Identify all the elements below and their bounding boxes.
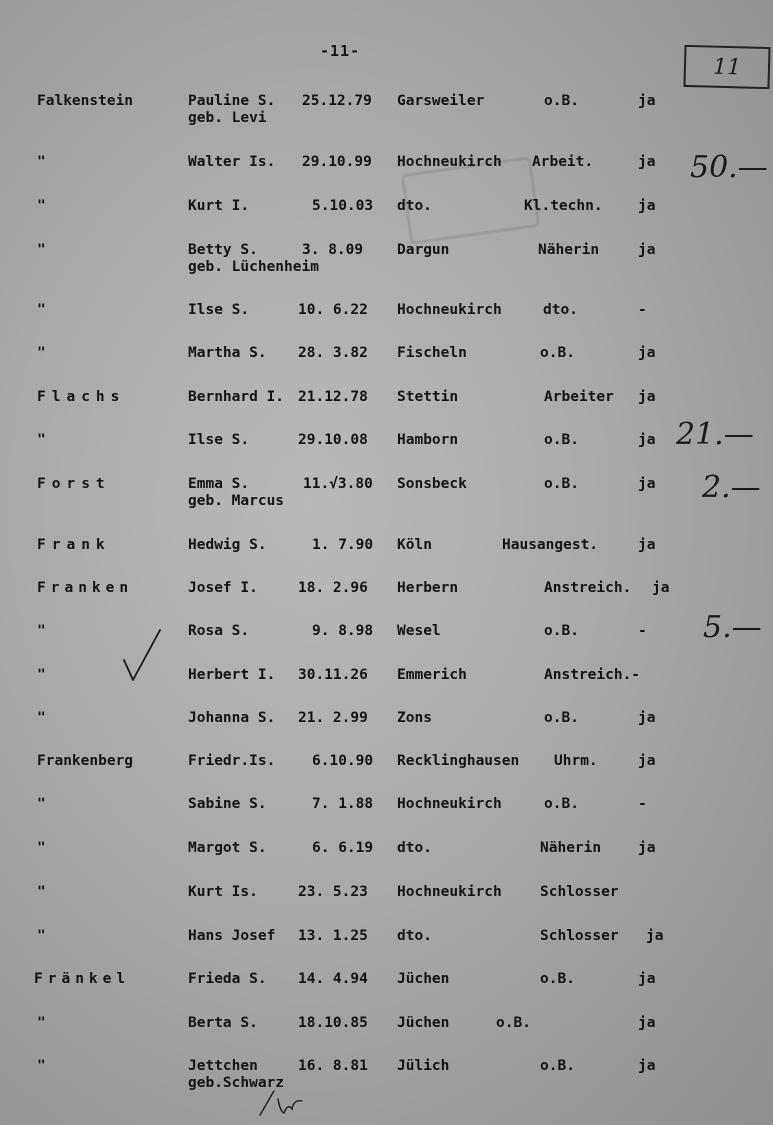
birth-place: Recklinghausen (397, 753, 520, 769)
family-name: Fränkel (34, 971, 131, 987)
table-row (0, 840, 773, 866)
birth-place: dto. (397, 198, 432, 214)
birth-date: 11.√3.80 (303, 476, 373, 492)
table-row (0, 623, 773, 649)
given-name: Margot S. (188, 840, 267, 856)
ditto-mark: " (37, 796, 46, 812)
given-name: Kurt Is. (188, 884, 258, 900)
given-name: Johanna S. (188, 710, 276, 726)
given-name: Hans Josef (188, 928, 276, 944)
occupation: o.B. (544, 796, 579, 812)
occupation: Kl.techn. (524, 198, 603, 214)
occupation: Arbeit. (532, 154, 594, 170)
birth-place: Hochneukirch (397, 302, 502, 318)
birth-place: Hochneukirch (397, 796, 502, 812)
occupation: o.B. (544, 623, 579, 639)
given-name: Friedr.Is. (188, 753, 276, 769)
occupation: Anstreich.- (544, 667, 641, 683)
birth-place: Fischeln (397, 345, 467, 361)
handwritten-amount: 50.— (690, 150, 768, 185)
ditto-mark: " (37, 345, 46, 361)
folio-number: 11 (712, 54, 742, 80)
maiden-name: geb. Marcus (188, 493, 285, 509)
flag: ja (638, 432, 656, 448)
birth-place: dto. (397, 928, 432, 944)
family-name: Franken (37, 580, 134, 596)
flag: ja (638, 971, 656, 987)
occupation: dto. (543, 302, 578, 318)
ditto-mark: " (37, 1058, 46, 1074)
table-row (0, 242, 773, 275)
flag: ja (638, 710, 656, 726)
given-name: Betty S. (188, 242, 258, 258)
handwritten-amount: 21.— (676, 417, 754, 452)
given-name: Walter Is. (188, 154, 276, 170)
table-row (0, 389, 773, 415)
birth-date: 6. 6.19 (312, 840, 374, 856)
table-row (0, 198, 773, 224)
folio-number-box (683, 45, 770, 89)
birth-place: Jüchen (397, 1015, 450, 1031)
table-row (0, 710, 773, 736)
given-name: Josef I. (188, 580, 258, 596)
given-name: Rosa S. (188, 623, 250, 639)
birth-place: Hochneukirch (397, 154, 502, 170)
flag: - (638, 796, 647, 812)
given-name: Sabine S. (188, 796, 267, 812)
maiden-name: geb.Schwarz (188, 1075, 285, 1091)
family-name: Flachs (37, 389, 126, 405)
table-row (0, 345, 773, 371)
birth-date: 7. 1.88 (312, 796, 374, 812)
table-row (0, 93, 773, 126)
handwritten-initial-mark (258, 1085, 314, 1121)
birth-date: 13. 1.25 (298, 928, 368, 944)
given-name: Emma S. (188, 476, 250, 492)
page-number: -11- (320, 42, 361, 60)
flag: ja (638, 154, 656, 170)
birth-date: 10. 6.22 (298, 302, 368, 318)
ditto-mark: " (37, 1015, 46, 1031)
flag: ja (638, 840, 656, 856)
occupation: Hausangest. (502, 537, 599, 553)
birth-date: 25.12.79 (302, 93, 372, 109)
birth-date: 14. 4.94 (298, 971, 368, 987)
birth-place: Jüchen (397, 971, 450, 987)
occupation: Arbeiter (544, 389, 614, 405)
flag: ja (638, 537, 656, 553)
given-name: Pauline S. (188, 93, 276, 109)
given-name: Hedwig S. (188, 537, 267, 553)
birth-place: dto. (397, 840, 432, 856)
table-row (0, 753, 773, 779)
table-row (0, 432, 773, 458)
birth-date: 30.11.26 (298, 667, 368, 683)
flag: - (638, 623, 647, 639)
birth-date: 23. 5.23 (298, 884, 368, 900)
ditto-mark: " (37, 198, 46, 214)
maiden-name: geb. Levi (188, 110, 267, 126)
ditto-mark: " (37, 667, 46, 683)
birth-date: 28. 3.82 (298, 345, 368, 361)
birth-date: 1. 7.90 (312, 537, 374, 553)
flag: ja (652, 580, 670, 596)
occupation: Näherin (540, 840, 602, 856)
family-name: Forst (37, 476, 111, 492)
table-row (0, 796, 773, 822)
flag: ja (638, 198, 656, 214)
birth-place: Dargun (397, 242, 450, 258)
ditto-mark: " (37, 432, 46, 448)
flag: ja (638, 345, 656, 361)
flag: ja (638, 1058, 656, 1074)
ditto-mark: " (37, 623, 46, 639)
handwritten-amount: 5.— (703, 610, 762, 645)
occupation: o.B. (544, 432, 579, 448)
occupation: o.B. (540, 345, 575, 361)
given-name: Ilse S. (188, 432, 250, 448)
birth-date: 9. 8.98 (312, 623, 374, 639)
given-name: Kurt I. (188, 198, 250, 214)
given-name: Bernhard I. (188, 389, 285, 405)
table-row (0, 667, 773, 693)
given-name: Herbert I. (188, 667, 276, 683)
occupation: o.B. (544, 476, 579, 492)
table-row (0, 537, 773, 563)
birth-place: Emmerich (397, 667, 467, 683)
given-name: Jettchen (188, 1058, 258, 1074)
flag: ja (638, 476, 656, 492)
birth-place: Stettin (397, 389, 459, 405)
birth-date: 16. 8.81 (298, 1058, 368, 1074)
birth-place: Wesel (397, 623, 441, 639)
birth-date: 29.10.99 (302, 154, 372, 170)
ditto-mark: " (37, 840, 46, 856)
flag: ja (638, 242, 656, 258)
birth-date: 21.12.78 (298, 389, 368, 405)
occupation: o.B. (496, 1015, 531, 1031)
occupation: Schlosser (540, 928, 619, 944)
occupation: Näherin (538, 242, 600, 258)
given-name: Ilse S. (188, 302, 250, 318)
birth-place: Jülich (397, 1058, 450, 1074)
occupation: o.B. (540, 1058, 575, 1074)
birth-place: Hamborn (397, 432, 459, 448)
ditto-mark: " (37, 302, 46, 318)
family-name: Falkenstein (37, 93, 134, 109)
birth-date: 5.10.03 (312, 198, 374, 214)
birth-place: Herbern (397, 580, 459, 596)
table-row (0, 302, 773, 328)
family-name: Frank (37, 537, 111, 553)
occupation: Schlosser (540, 884, 619, 900)
flag: ja (638, 1015, 656, 1031)
birth-place: Köln (397, 537, 432, 553)
table-row (0, 971, 773, 997)
birth-date: 18.10.85 (298, 1015, 368, 1031)
handwritten-amount: 2.— (702, 470, 761, 505)
birth-place: Zons (397, 710, 432, 726)
flag: ja (638, 389, 656, 405)
table-row (0, 1058, 773, 1091)
birth-place: Garsweiler (397, 93, 485, 109)
birth-date: 29.10.08 (298, 432, 368, 448)
birth-place: Sonsbeck (397, 476, 467, 492)
table-row (0, 884, 773, 910)
checkmark-icon (120, 626, 164, 684)
flag: - (638, 302, 647, 318)
table-row (0, 1015, 773, 1041)
given-name: Berta S. (188, 1015, 258, 1031)
birth-place: Hochneukirch (397, 884, 502, 900)
table-row (0, 154, 773, 180)
flag: ja (638, 93, 656, 109)
ditto-mark: " (37, 884, 46, 900)
ditto-mark: " (37, 710, 46, 726)
given-name: Frieda S. (188, 971, 267, 987)
birth-date: 6.10.90 (312, 753, 374, 769)
table-row (0, 476, 773, 509)
ditto-mark: " (37, 242, 46, 258)
ditto-mark: " (37, 928, 46, 944)
flag: ja (638, 753, 656, 769)
given-name: Martha S. (188, 345, 267, 361)
occupation: Uhrm. (554, 753, 598, 769)
flag: ja (646, 928, 664, 944)
maiden-name: geb. Lüchenheim (188, 259, 319, 275)
table-row (0, 580, 773, 606)
table-row (0, 928, 773, 954)
ditto-mark: " (37, 154, 46, 170)
birth-date: 3. 8.09 (302, 242, 364, 258)
occupation: o.B. (540, 971, 575, 987)
family-name: Frankenberg (37, 753, 134, 769)
occupation: o.B. (544, 93, 579, 109)
birth-date: 18. 2.96 (298, 580, 368, 596)
birth-date: 21. 2.99 (298, 710, 368, 726)
occupation: Anstreich. (544, 580, 632, 596)
occupation: o.B. (544, 710, 579, 726)
